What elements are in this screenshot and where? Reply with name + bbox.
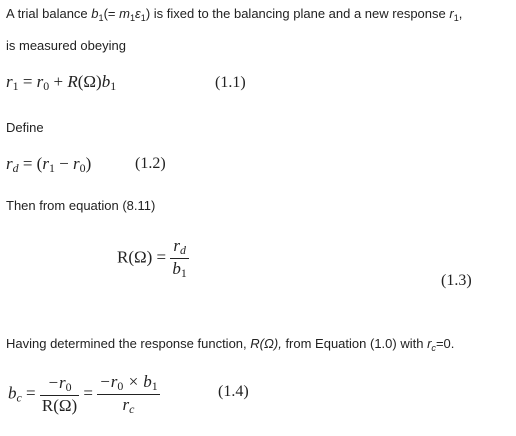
equation-1-4 — [8, 372, 160, 417]
eq4-n1-sub: 0 — [65, 380, 72, 394]
having-rc: r — [427, 336, 432, 351]
b1-symbol: b — [91, 6, 99, 21]
having-text-a: Having determined the response function, — [6, 336, 251, 351]
e1-subscript: 1 — [140, 13, 146, 23]
m1-subscript: 1 — [129, 13, 136, 23]
eq4-fraction-2 — [97, 372, 159, 417]
eq1-r0: r — [36, 72, 44, 91]
eq2-minus: − — [54, 154, 73, 173]
eq1-plus: + — [49, 72, 68, 91]
r1-symbol: r — [449, 6, 454, 21]
equation-1-1 — [6, 72, 116, 94]
eq4-d2-sub: c — [129, 402, 135, 416]
eq1-arg: (Ω) — [77, 72, 102, 91]
eq3-numerator — [170, 236, 188, 258]
eq2-equals: = ( — [18, 154, 43, 173]
eq3-fraction — [170, 236, 188, 281]
eq4-num-2 — [97, 372, 159, 394]
equation-1-2 — [6, 154, 91, 176]
eq4-equals-2: = — [79, 383, 98, 403]
eq3-num-r: r — [173, 236, 180, 255]
eq4-n1: −r — [47, 373, 66, 392]
eq3-den-b: b — [172, 259, 181, 278]
eq1-R: R — [67, 72, 78, 91]
having-text — [6, 336, 454, 353]
intro-line-1 — [6, 6, 462, 23]
eq4-fraction-1 — [40, 373, 79, 416]
eq3-equals: = — [152, 247, 171, 267]
eq2-r1-sub: 1 — [48, 161, 55, 175]
having-text-b: from Equation (1.0) with — [281, 336, 428, 351]
equation-number-1-1: (1.1) — [215, 74, 246, 91]
eq3-num-d: d — [179, 243, 186, 257]
equation-number-1-3: (1.3) — [441, 272, 472, 289]
eq4-den-2 — [97, 394, 159, 417]
define-label: Define — [6, 120, 44, 135]
eq2-d-sub: d — [12, 161, 19, 175]
eq2-r1: r — [42, 154, 49, 173]
eq4-c-sub: c — [16, 390, 22, 405]
eq4-b: b — [8, 383, 17, 403]
b1-subscript: 1 — [98, 13, 104, 23]
paren-text: (= — [103, 6, 120, 21]
intro-text-2: is fixed to the balancing plane and a new response — [150, 6, 450, 21]
eq1-r-sub: 1 — [12, 79, 19, 93]
paren-close: ) — [145, 6, 151, 21]
e1-symbol: ε — [135, 6, 141, 21]
eq4-n2-sub: 0 — [117, 379, 124, 393]
eq2-close: ) — [85, 154, 92, 173]
eq4-b-sub: 1 — [151, 379, 158, 393]
intro-line-2: is measured obeying — [6, 38, 126, 53]
eq1-r: r — [6, 72, 13, 91]
eq4-d2: r — [122, 395, 130, 414]
equation-1-3 — [117, 236, 189, 281]
eq1-r0-sub: 0 — [43, 79, 50, 93]
eq3-den-1: 1 — [180, 266, 187, 280]
eq1-equals: = — [18, 72, 37, 91]
eq2-r0: r — [73, 154, 80, 173]
eq3-denominator — [170, 258, 188, 281]
having-end: =0. — [435, 336, 455, 351]
equation-number-1-4: (1.4) — [218, 383, 249, 400]
comma: , — [458, 6, 463, 21]
eq1-b: b — [101, 72, 111, 91]
eq2-r: r — [6, 154, 13, 173]
eq2-r0-sub: 0 — [79, 161, 86, 175]
eq4-den-1: R(Ω) — [41, 396, 78, 415]
m1-symbol: m — [119, 6, 130, 21]
eq1-b-sub: 1 — [110, 79, 117, 93]
eq3-lhs: R(Ω) — [117, 247, 153, 267]
eq4-equals: = — [21, 383, 40, 403]
r1-subscript: 1 — [453, 13, 459, 23]
then-from-text: Then from equation (8.11) — [6, 198, 156, 213]
having-R: R(Ω), — [250, 336, 282, 351]
eq4-n2: −r — [99, 372, 118, 391]
intro-text: A trial balance — [6, 6, 92, 21]
eq4-times-b: × b — [123, 372, 152, 391]
equation-number-1-2: (1.2) — [135, 155, 166, 172]
eq4-num-1 — [40, 373, 79, 395]
having-c-sub: c — [431, 343, 436, 353]
